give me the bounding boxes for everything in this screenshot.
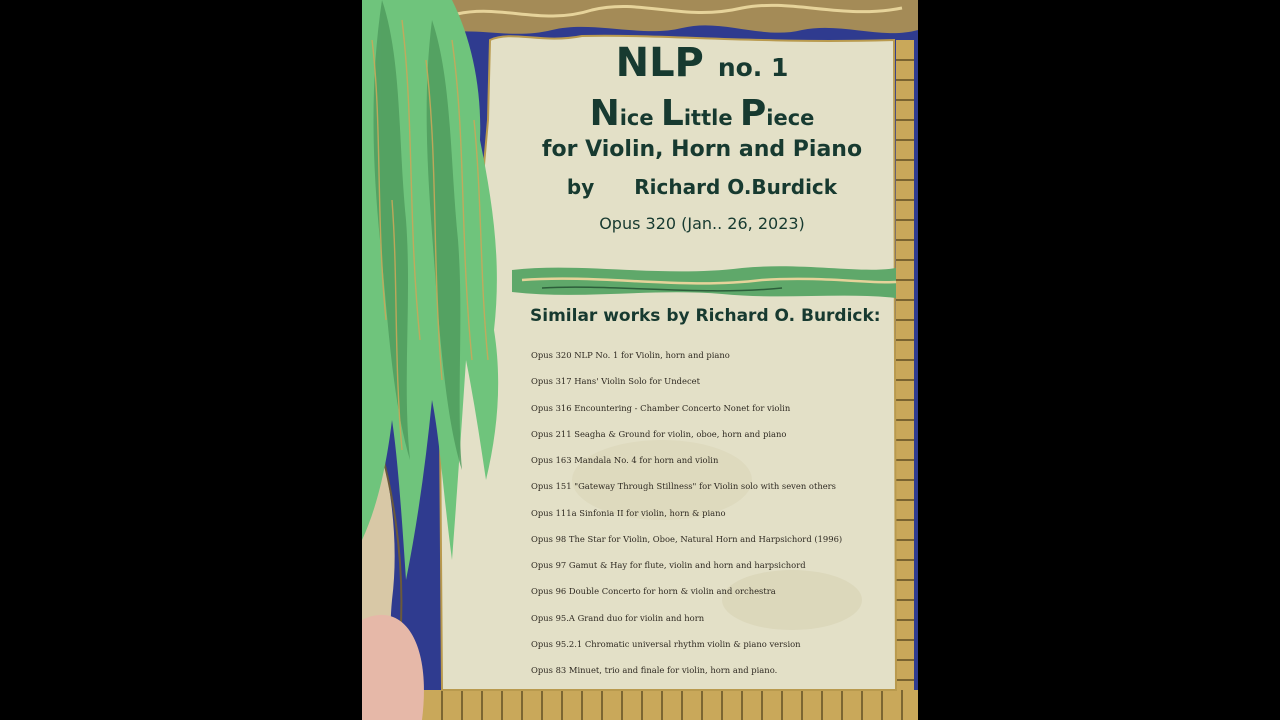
- similar-works-heading: Similar works by Richard O. Burdick:: [530, 306, 881, 326]
- poster-frame: [362, 0, 918, 720]
- list-item: Opus 95.A Grand duo for violin and horn: [531, 612, 705, 623]
- title-block: [512, 36, 892, 239]
- list-item: Opus 95.2.1 Chromatic universal rhythm violin & piano version: [531, 638, 801, 649]
- subtitle-initial-n: N: [589, 93, 620, 134]
- title-main: NLP: [615, 40, 704, 86]
- list-item: Opus 97 Gamut & Hay for flute, violin and horn and harpsichord: [531, 560, 806, 570]
- composer-name: Richard O.Burdick: [634, 175, 838, 199]
- instrumentation: for Violin, Horn and Piano: [541, 137, 863, 162]
- list-item: Opus 211 Seagha & Ground for violin, oboe, horn and piano: [531, 428, 787, 439]
- subtitle-word-nice: ice: [619, 106, 661, 130]
- list-item: Opus 320 NLP No. 1 for Violin, horn and piano: [531, 350, 730, 360]
- list-item: Opus 96 Double Concerto for horn & violin and orchestra: [531, 586, 776, 597]
- opus-date: Opus 320 (Jan.. 26, 2023): [599, 214, 805, 233]
- list-item: Opus 316 Encountering - Chamber Concerto Nonet for violin: [531, 402, 791, 413]
- list-item: Opus 98 The Star for Violin, Oboe, Natural Horn and Harpsichord (1996): [531, 533, 843, 544]
- subtitle-word-little: ittle: [683, 106, 740, 130]
- list-item: Opus 151 "Gateway Through Stillness" for Violin solo with seven others: [531, 481, 836, 492]
- list-item: Opus 163 Mandala No. 4 for horn and violin: [531, 455, 719, 465]
- subtitle: [512, 95, 892, 137]
- list-item: Opus 83 Minuet, trio and finale for violin, horn and piano.: [531, 665, 778, 675]
- list-item: Opus 111a Sinfonia II for violin, horn & piano: [531, 507, 726, 518]
- composer-line: [512, 165, 892, 209]
- title-number: no. 1: [717, 53, 789, 82]
- similar-works-list: [531, 344, 881, 685]
- by-label: by: [566, 175, 595, 199]
- list-item: Opus 317 Hans' Violin Solo for Undecet: [531, 376, 700, 387]
- subtitle-initial-l: L: [660, 93, 684, 134]
- title-line: [512, 36, 892, 95]
- subtitle-initial-p: P: [739, 93, 767, 134]
- subtitle-word-piece: iece: [766, 106, 815, 130]
